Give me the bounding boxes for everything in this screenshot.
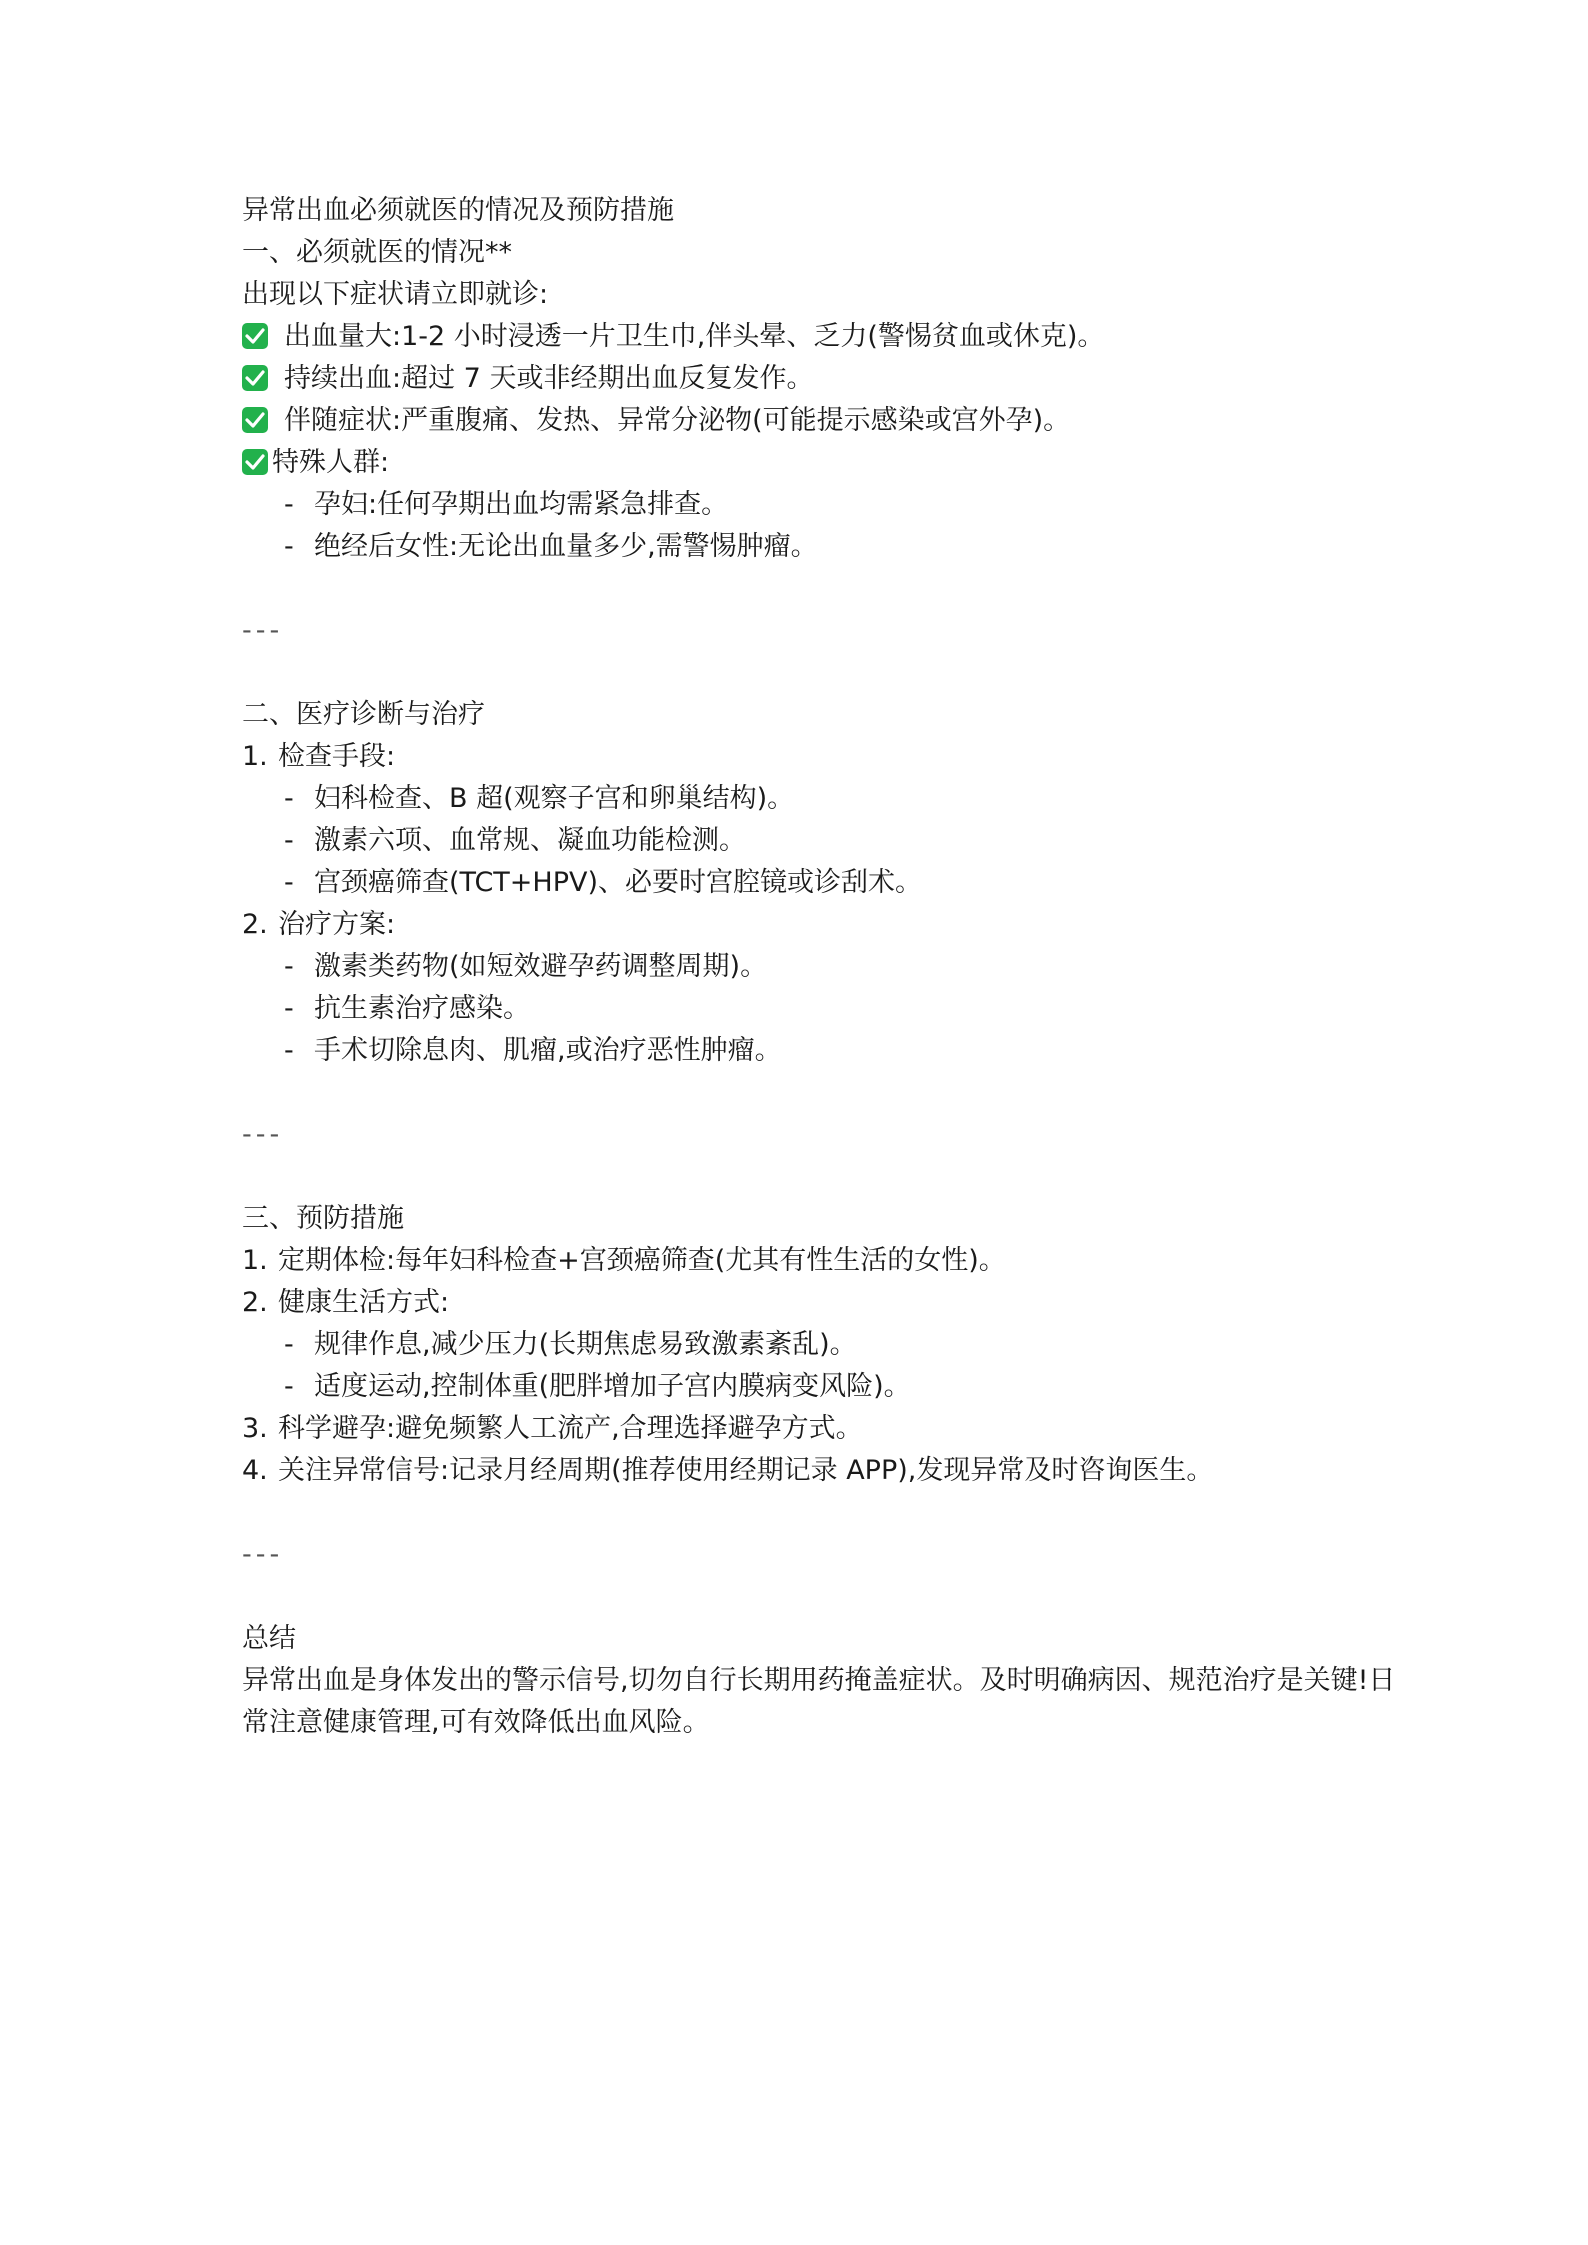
bullet-dash: - bbox=[284, 993, 294, 1024]
bullet-dash: - bbox=[284, 489, 294, 520]
list-item bbox=[242, 1030, 1402, 1072]
symptom-accompanying: 伴随症状:严重腹痛、发热、异常分泌物(可能提示感染或宫外孕)。 bbox=[284, 405, 1071, 436]
section1-intro: 出现以下症状请立即就诊: bbox=[242, 279, 549, 310]
exam-label: 检查手段: bbox=[278, 741, 396, 772]
list-item bbox=[242, 1450, 1402, 1492]
bullet-dash: - bbox=[284, 867, 294, 898]
list-item bbox=[242, 316, 1402, 358]
bullet-dash: - bbox=[284, 1035, 294, 1066]
bullet-dash: - bbox=[284, 783, 294, 814]
document-title: 异常出血必须就医的情况及预防措施 bbox=[242, 195, 674, 226]
special-postmenopausal: 绝经后女性:无论出血量多少,需警惕肿瘤。 bbox=[314, 531, 818, 562]
list-number: 3. bbox=[242, 1413, 268, 1444]
list-item bbox=[242, 1282, 1402, 1324]
list-item bbox=[242, 526, 1402, 568]
list-item bbox=[242, 736, 1402, 778]
bullet-dash: - bbox=[284, 1371, 294, 1402]
section3-heading: 三、预防措施 bbox=[242, 1203, 404, 1234]
list-item bbox=[242, 442, 1402, 484]
treatment-label: 治疗方案: bbox=[278, 909, 396, 940]
list-item bbox=[242, 862, 1402, 904]
list-item bbox=[242, 358, 1402, 400]
exam-item: 激素六项、血常规、凝血功能检测。 bbox=[314, 825, 746, 856]
lifestyle-item: 规律作息,减少压力(长期焦虑易致激素紊乱)。 bbox=[314, 1329, 857, 1360]
list-item bbox=[242, 1366, 1402, 1408]
prevention-item: 健康生活方式: bbox=[278, 1287, 450, 1318]
bullet-dash: - bbox=[284, 1329, 294, 1360]
summary-text: 异常出血是身体发出的警示信号,切勿自行长期用药掩盖症状。及时明确病因、规范治疗是关键!日常注意健康管理,可有效降低出血风险。 bbox=[242, 1665, 1396, 1738]
symptom-persistent-bleeding: 持续出血:超过 7 天或非经期出血反复发作。 bbox=[284, 363, 814, 394]
prevention-item: 定期体检:每年妇科检查+宫颈癌筛查(尤其有性生活的女性)。 bbox=[278, 1245, 1006, 1276]
prevention-item: 关注异常信号:记录月经周期(推荐使用经期记录 APP),发现异常及时咨询医生。 bbox=[278, 1455, 1214, 1486]
treatment-item: 手术切除息肉、肌瘤,或治疗恶性肿瘤。 bbox=[314, 1035, 782, 1066]
list-number: 4. bbox=[242, 1455, 268, 1486]
list-item bbox=[242, 988, 1402, 1030]
list-item bbox=[242, 400, 1402, 442]
summary-heading: 总结 bbox=[242, 1623, 296, 1654]
list-number: 1. bbox=[242, 1245, 268, 1276]
list-item bbox=[242, 904, 1402, 946]
check-icon bbox=[242, 365, 268, 391]
list-number: 1. bbox=[242, 741, 268, 772]
list-item bbox=[242, 1324, 1402, 1366]
symptom-heavy-bleeding: 出血量大:1-2 小时浸透一片卫生巾,伴头晕、乏力(警惕贫血或休克)。 bbox=[284, 321, 1105, 352]
section-separator: --- bbox=[242, 1539, 284, 1570]
bullet-dash: - bbox=[284, 951, 294, 982]
treatment-item: 激素类药物(如短效避孕药调整周期)。 bbox=[314, 951, 768, 982]
document-page bbox=[242, 190, 1402, 1744]
list-item bbox=[242, 484, 1402, 526]
bullet-dash: - bbox=[284, 531, 294, 562]
list-item bbox=[242, 1408, 1402, 1450]
list-item bbox=[242, 778, 1402, 820]
treatment-item: 抗生素治疗感染。 bbox=[314, 993, 530, 1024]
bullet-dash: - bbox=[284, 825, 294, 856]
list-number: 2. bbox=[242, 1287, 268, 1318]
list-item bbox=[242, 946, 1402, 988]
list-number: 2. bbox=[242, 909, 268, 940]
exam-item: 妇科检查、B 超(观察子宫和卵巢结构)。 bbox=[314, 783, 795, 814]
check-icon bbox=[242, 449, 268, 475]
exam-item: 宫颈癌筛查(TCT+HPV)、必要时宫腔镜或诊刮术。 bbox=[314, 867, 923, 898]
check-icon bbox=[242, 323, 268, 349]
section-separator: --- bbox=[242, 1119, 284, 1150]
section-separator: --- bbox=[242, 615, 284, 646]
list-item bbox=[242, 1240, 1402, 1282]
prevention-item: 科学避孕:避免频繁人工流产,合理选择避孕方式。 bbox=[278, 1413, 863, 1444]
special-groups-label: 特殊人群: bbox=[272, 447, 390, 478]
section1-heading: 一、必须就医的情况** bbox=[242, 237, 512, 268]
special-pregnant: 孕妇:任何孕期出血均需紧急排查。 bbox=[314, 489, 729, 520]
section2-heading: 二、医疗诊断与治疗 bbox=[242, 699, 485, 730]
list-item bbox=[242, 820, 1402, 862]
lifestyle-item: 适度运动,控制体重(肥胖增加子宫内膜病变风险)。 bbox=[314, 1371, 911, 1402]
check-icon bbox=[242, 407, 268, 433]
